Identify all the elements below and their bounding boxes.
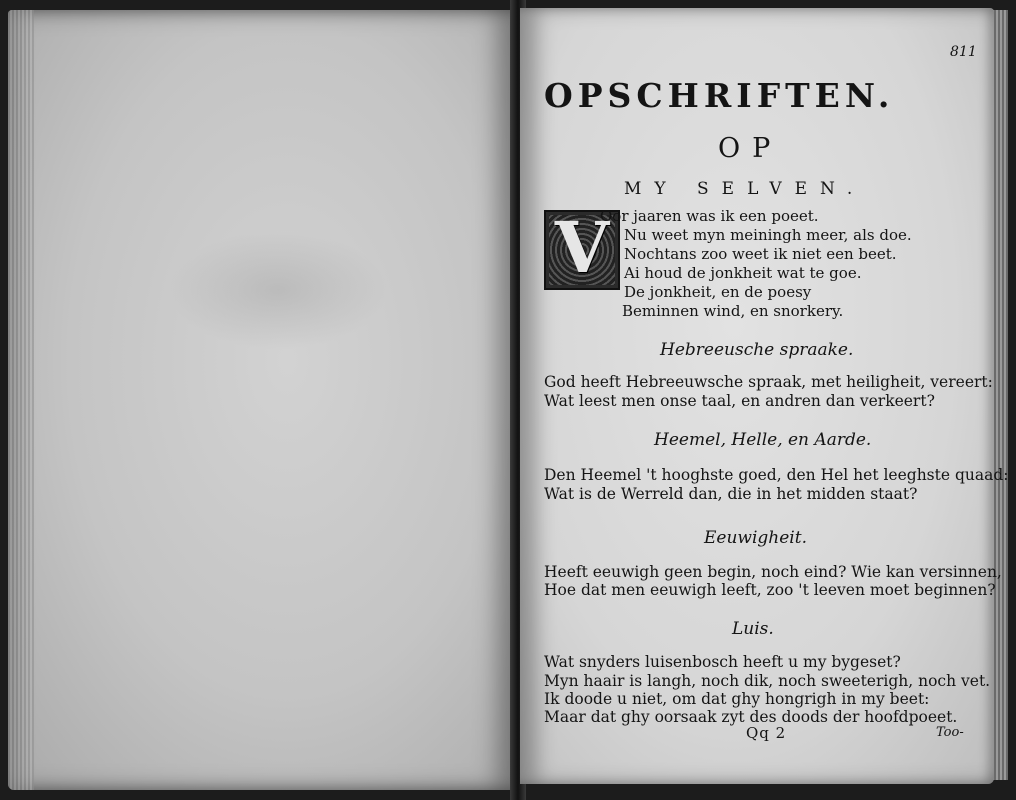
right-page (520, 8, 1009, 784)
page-number: 811 (950, 44, 977, 60)
epigram-line: Den Heemel 't hooghste goed, den Hel het leeghste quaad: (544, 466, 1009, 484)
poem-line: Nochtans zoo weet ik niet een beet. (624, 245, 897, 263)
poem-line: Beminnen wind, en snorkery. (622, 302, 844, 320)
subtitle-my-selven: MY SELVEN. (624, 179, 866, 199)
section-heading: Eeuwigheit. (704, 528, 807, 548)
epigram-line: Wat snyders luisenbosch heeft u my bygeset? (544, 653, 901, 671)
poem-line: Nu weet myn meiningh meer, als doe. (624, 226, 912, 244)
epigram-line: Ik doode u niet, om dat ghy hongrigh in my beet: (544, 690, 930, 708)
poem-line: De jonkheit, en de poesy (624, 283, 812, 301)
bleed-through-smudge (168, 230, 388, 350)
catchword: Too- (936, 725, 964, 740)
page-title: OPSCHRIFTEN. (544, 76, 895, 115)
epigram-line: Wat is de Werreld dan, die in het midden staat? (544, 485, 918, 503)
epigram-line: Myn haair is langh, noch dik, noch sweeterigh, noch vet. (544, 672, 991, 690)
section-heading: Heemel, Helle, en Aarde. (654, 430, 872, 450)
epigram-line: Maar dat ghy oorsaak zyt des doods der hoofdpoeet. (544, 708, 958, 726)
section-heading: Hebreeusche spraake. (660, 340, 854, 360)
poem-line: Ai houd de jonkheit wat te goe. (624, 264, 862, 282)
epigram-line: Hoe dat men eeuwigh leeft, zoo 't leeven moet beginnen? (544, 581, 996, 599)
epigram-line: Wat leest men onse taal, en andren dan verkeert? (544, 392, 935, 410)
signature-mark: Qq 2 (746, 724, 787, 742)
left-page-blank (8, 10, 516, 790)
epigram-line: Heeft eeuwigh geen begin, noch eind? Wie kan versinnen, (544, 563, 1002, 581)
poem-line: Oor jaaren was ik een poeet. (600, 207, 819, 225)
drop-cap-letter: V (554, 206, 610, 289)
section-heading: Luis. (732, 619, 774, 639)
left-page-edges (8, 10, 34, 790)
epigram-line: God heeft Hebreeuwsche spraak, met heiligheit, vereert: (544, 373, 993, 391)
subtitle-op: OP (718, 133, 783, 164)
